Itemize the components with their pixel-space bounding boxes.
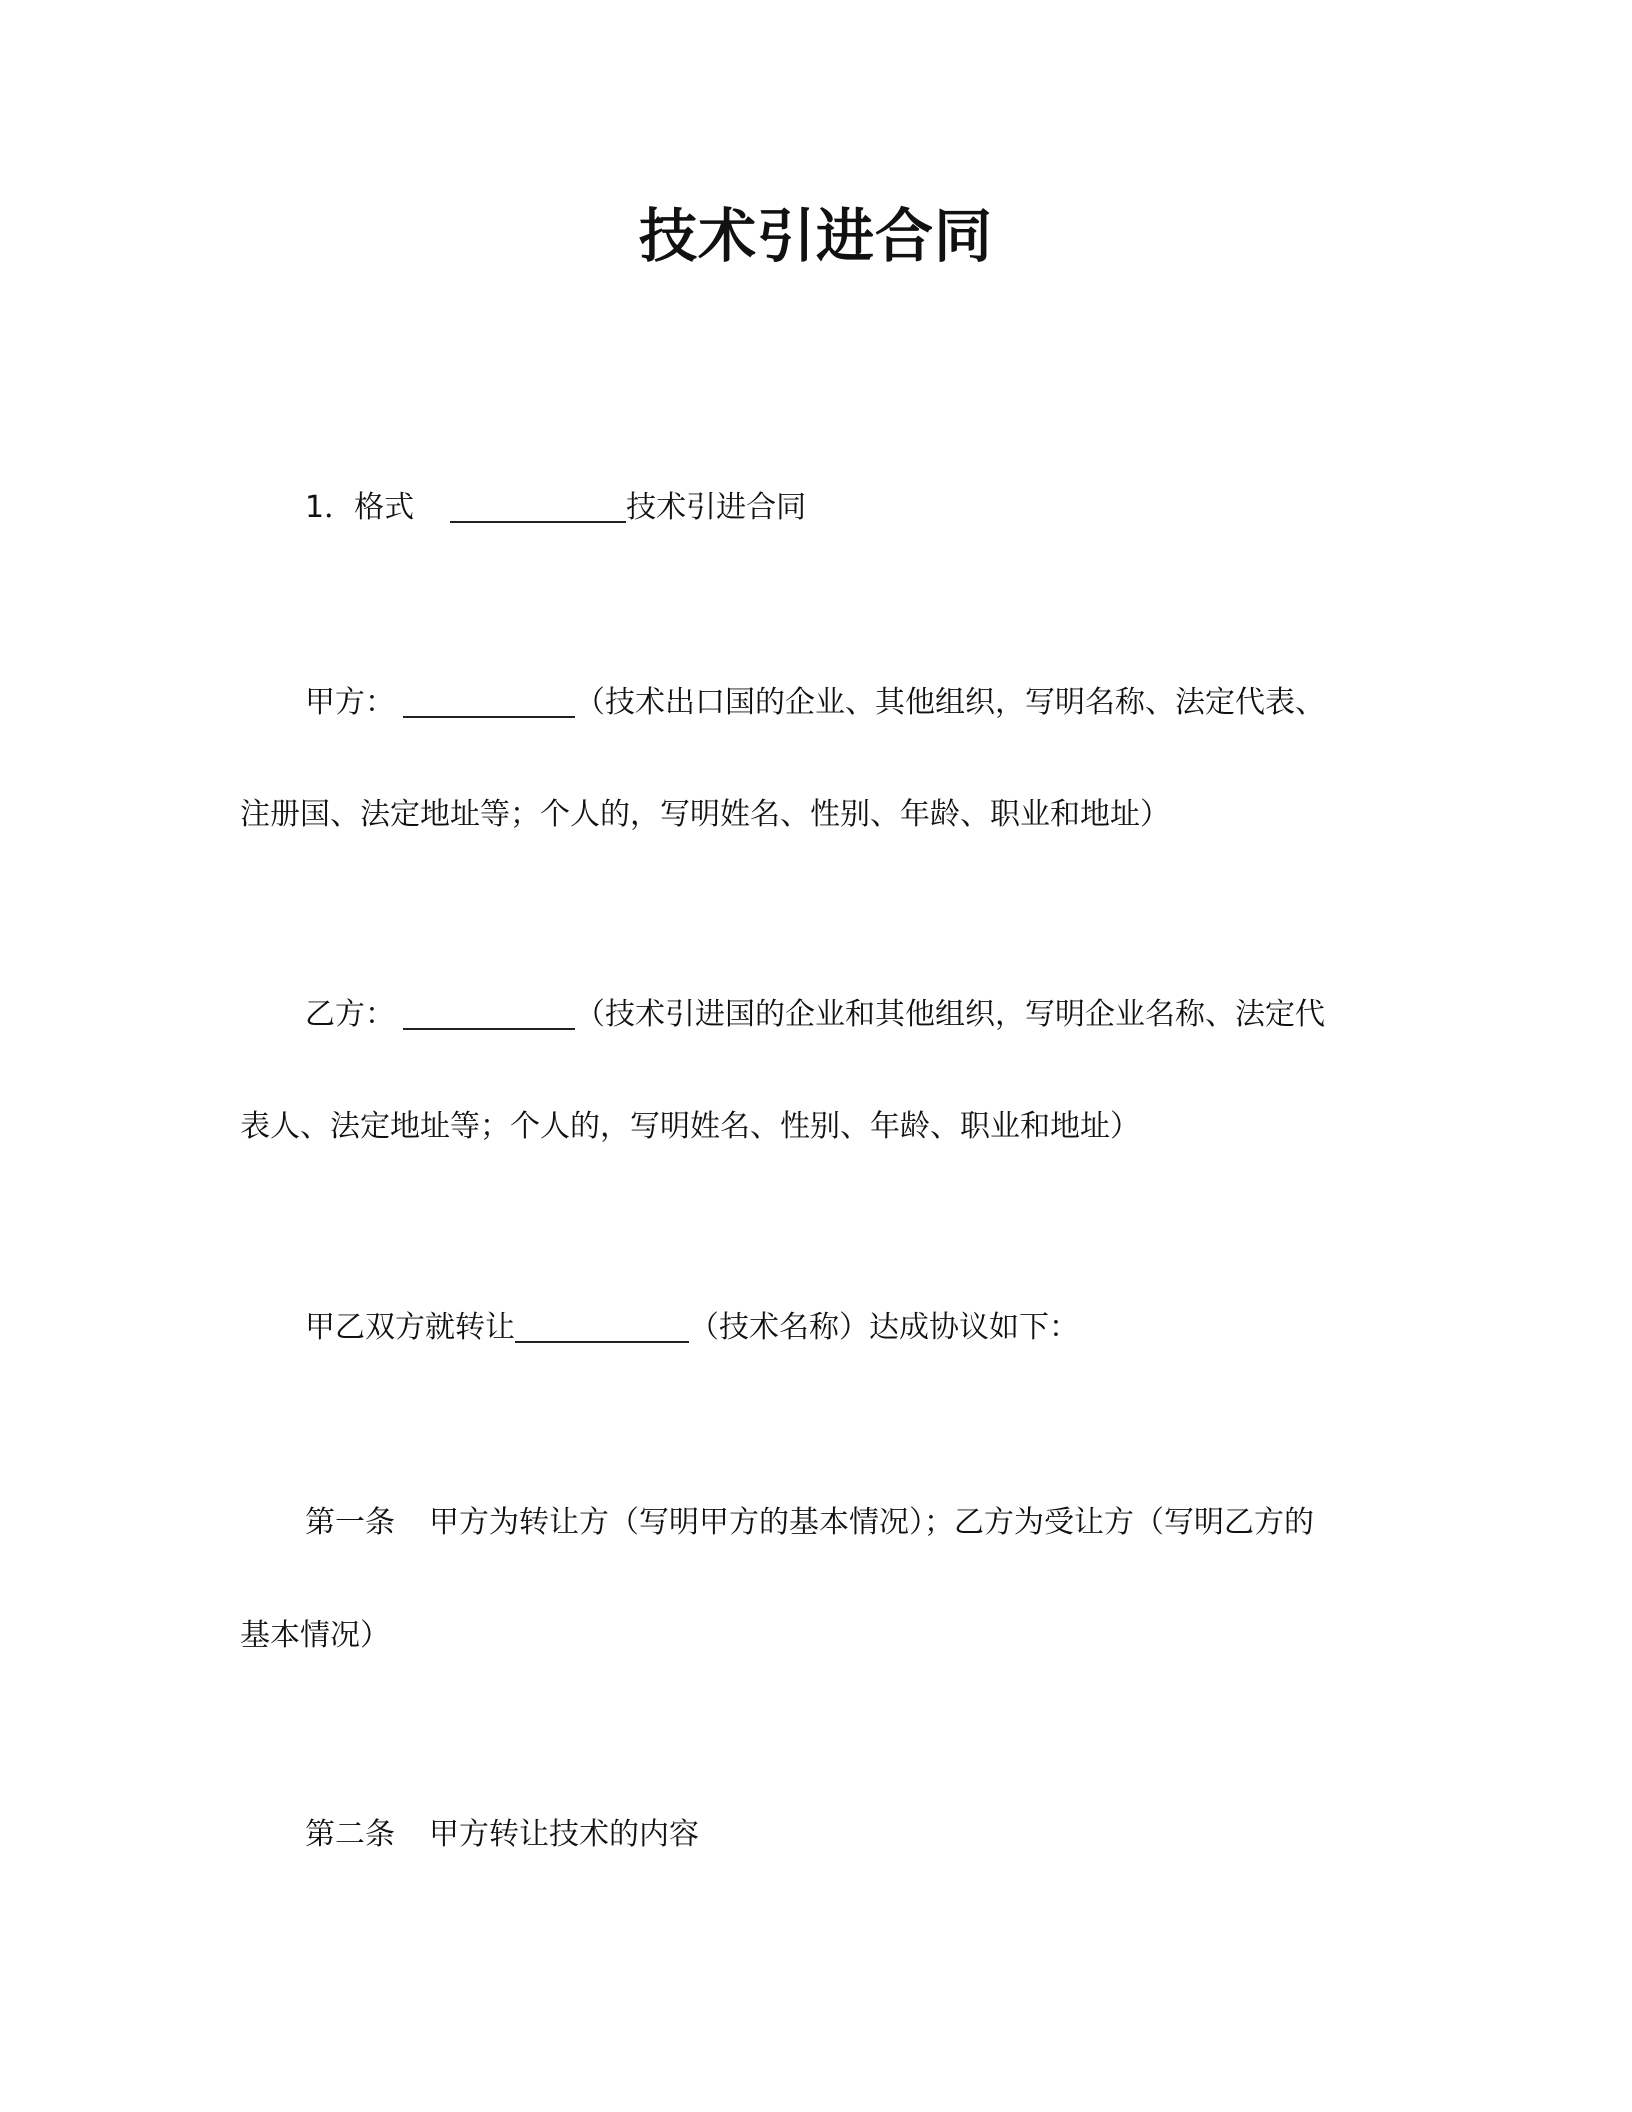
agreement-suffix: （技术名称）达成协议如下：	[689, 1310, 1079, 1345]
article-2-line	[305, 1815, 699, 1855]
party-b-desc-line-2: 表人、法定地址等；个人的，写明姓名、性别、年龄、职业和地址）	[240, 1109, 1140, 1144]
party-b-blank-field[interactable]	[403, 994, 575, 1030]
party-b-line	[305, 994, 1325, 1035]
party-a-desc-1: （技术出口国的企业、其他组织，写明名称、法定代表、	[575, 685, 1325, 720]
format-line	[305, 487, 806, 528]
party-a-desc-line-2: 注册国、法定地址等；个人的，写明姓名、性别、年龄、职业和地址）	[240, 797, 1170, 832]
technology-name-blank-field[interactable]	[515, 1307, 689, 1343]
article-2-number: 第二条	[305, 1817, 395, 1852]
format-prefix: 1．格式	[305, 490, 415, 525]
agreement-line	[305, 1307, 1079, 1348]
article-1-line	[305, 1503, 1314, 1543]
party-b-desc-1: （技术引进国的企业和其他组织，写明企业名称、法定代	[575, 997, 1325, 1032]
article-1-text-1: 甲方为转让方（写明甲方的基本情况）；乙方为受让方（写明乙方的	[429, 1505, 1314, 1540]
party-a-line	[305, 682, 1325, 723]
format-blank-field[interactable]	[450, 487, 626, 523]
article-1-number: 第一条	[305, 1505, 395, 1540]
article-1-text-line-2: 基本情况）	[240, 1618, 390, 1653]
party-b-label: 乙方：	[305, 997, 395, 1032]
format-suffix: 技术引进合同	[626, 490, 807, 525]
party-a-label: 甲方：	[305, 685, 395, 720]
document-title: 技术引进合同	[638, 202, 993, 270]
agreement-prefix: 甲乙双方就转让	[305, 1310, 515, 1345]
party-a-blank-field[interactable]	[403, 682, 575, 718]
article-2-text: 甲方转让技术的内容	[429, 1817, 699, 1852]
